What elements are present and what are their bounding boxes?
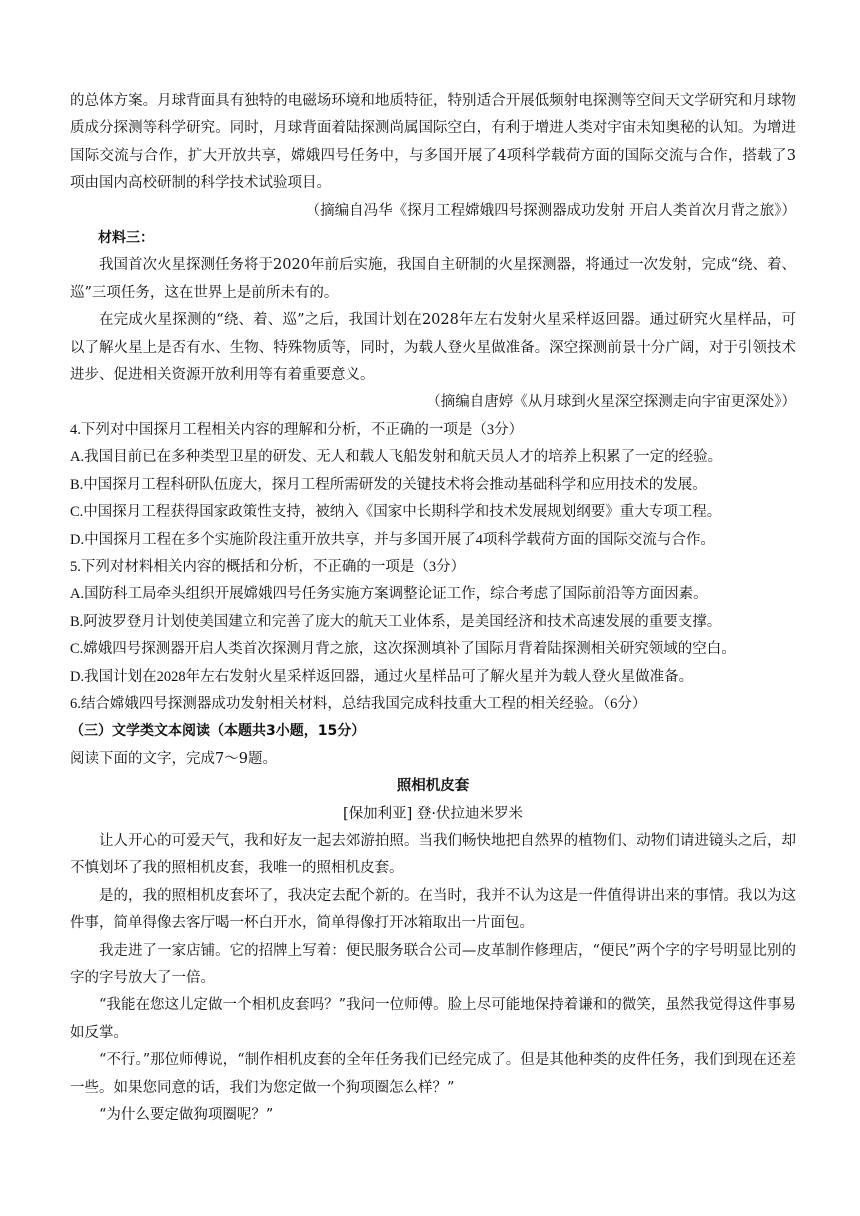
story-para-5: “不行。”那位师傅说，“制作相机皮套的全年任务我们已经完成了。但是其他种类的皮件任务，我们到现在还差一些。如果您同意的话，我们为您定做一个狗项圈怎么样？”: [70, 1052, 796, 1096]
question-4-option-a: A.我国目前已在多种类型卫星的研发、无人和载人飞船发射和航天员人才的培养上积累了一定的经验。: [70, 449, 723, 466]
story-para-2: 是的，我的照相机皮套坏了，我决定去配个新的。在当时，我并不认为这是一件值得讲出来的事情。我以为这件事，简单得像去客厅喝一杯白开水，简单得像打开冰箱取出一片面包。: [70, 887, 796, 932]
material-three-heading: 材料三：: [98, 230, 154, 247]
question-6: 6.结合嫦娥四号探测器成功发射相关材料，总结我国完成科技重大工程的相关经验。（6分）: [70, 695, 647, 712]
story-para-3: 我走进了一家店铺。它的招牌上写着：便民服务联合公司—皮革制作修理店，“便民”两个字的字号明显比别的字的字号放大了一倍。: [70, 942, 796, 986]
story-title: 照相机皮套: [396, 778, 470, 795]
reading-instruction: 阅读下面的文字，完成7～9题。: [70, 750, 277, 767]
question-5-option-c: C.嫦娥四号探测器开启人类首次探测月背之旅，这次探测填补了国际月背着陆探测相关研究领域的空白。: [70, 641, 736, 658]
story-para-4: “我能在您这儿定做一个相机皮套吗？”我问一位师傅。脸上尽可能地保持着谦和的微笑，虽然我觉得这件事易如反掌。: [70, 997, 796, 1041]
question-5-option-a: A.国防科工局牵头组织开展嫦娥四号任务实施方案调整论证工作，综合考虑了国际前沿等方面因素。: [70, 586, 708, 603]
question-5: 5.下列对材料相关内容的概括和分析，不正确的一项是（3分）: [70, 558, 466, 575]
question-4-option-b: B.中国探月工程科研队伍庞大，探月工程所需研发的关键技术将会推动基础科学和应用技术的发展。: [70, 476, 707, 493]
section-heading: （三）文学类文本阅读（本题共3小题，15分）: [70, 723, 366, 740]
question-5-option-d: D.我国计划在2028年左右发射火星采样返回器，通过火星样品可了解火星并为载人登火星做准备。: [70, 668, 694, 685]
document-page: [70, 88, 796, 1129]
material-three-para-1: 我国首次火星探测任务将于2020年前后实施，我国自主研制的火星探测器，将通过一次发射，完成“绕、着、巡”三项任务，这在世界上是前所未有的。: [70, 257, 796, 301]
story-author: [保加利亚] 登·伏拉迪米罗米: [342, 805, 524, 822]
story-para-1: 让人开心的可爱天气，我和好友一起去郊游拍照。当我们畅快地把自然界的植物们、动物们请进镜头之后，却不慎划坏了我的照相机皮套，我唯一的照相机皮套。: [70, 832, 796, 877]
question-4: 4.下列对中国探月工程相关内容的理解和分析，不正确的一项是（3分）: [70, 421, 524, 438]
question-4-option-d: D.中国探月工程在多个实施阶段注重开放共享，并与多国开展了4项科学载荷方面的国际交流与合作。: [70, 531, 715, 548]
material-two-ending: 的总体方案。月球背面具有独特的电磁场环境和地质特征，特别适合开展低频射电探测等空间天文学研究和月球物质成分探测等科学研究。同时，月球背面着陆探测尚属国际空白，有利于增进人类对宇宙未知奥秘的认知。为增进国际交流与合作，扩大开放共享，嫦娥四号任务中，与多国开展了4项科学载荷方面的国际交流与合作，搭载了3项由国内高校研制的科学技术试验项目。: [70, 93, 796, 192]
material-three-para-2: 在完成火星探测的“绕、着、巡”之后，我国计划在2028年左右发射火星采样返回器。通过研究火星样品，可以了解火星上是否有水、生物、特殊物质等，同时，为载人登火星做准备。深空探测前景十分广阔，对于引领技术进步、促进相关资源开放利用等有着重要意义。: [70, 312, 796, 384]
source-citation-1: （摘编自冯华《探月工程嫦娥四号探测器成功发射 开启人类首次月背之旅》）: [305, 202, 796, 219]
question-4-option-c: C.中国探月工程获得国家政策性支持，被纳入《国家中长期科学和技术发展规划纲要》重大专项工程。: [70, 504, 722, 521]
source-citation-2: （摘编自唐婷《从月球到火星深空探测走向宇宙更深处》）: [426, 394, 796, 411]
story-para-6: “为什么要定做狗项圈呢？”: [99, 1107, 274, 1124]
question-5-option-b: B.阿波罗登月计划使美国建立和完善了庞大的航天工业体系，是美国经济和技术高速发展的重要支撑。: [70, 613, 722, 630]
